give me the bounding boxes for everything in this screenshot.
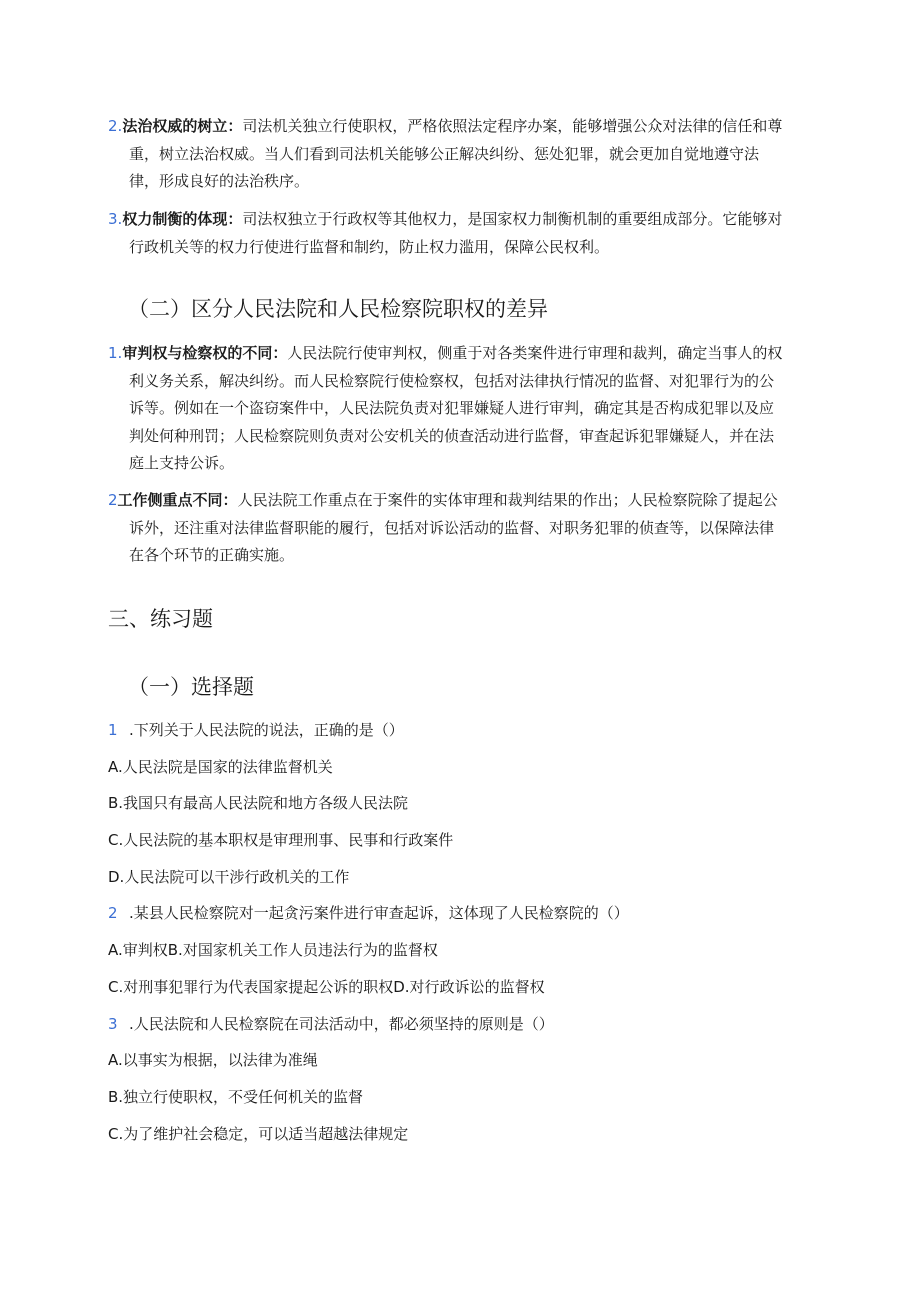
question-2-stem <box>108 902 629 924</box>
point-lead: 工作侧重点不同： <box>117 491 238 509</box>
question-text: .某县人民检察院对一起贪污案件进行审查起诉，这体现了人民检察院的（） <box>129 904 629 922</box>
question-3-option-b: B.独立行使职权，不受任何机关的监督 <box>108 1088 364 1106</box>
point-continuation: 诉外，还注重对法律监督职能的履行，包括对诉讼活动的监督、对职务犯罪的侦查等，以保障法律 <box>129 518 775 537</box>
point-number: 3. <box>108 210 123 228</box>
point-continuation: 诉等。例如在一个盗窃案件中，人民法院负责对犯罪嫌疑人进行审判，确定其是否构成犯罪以及应 <box>129 399 775 417</box>
point-continuation: 律，形成良好的法治秩序。 <box>129 172 310 190</box>
point-lead: 权力制衡的体现： <box>122 210 243 228</box>
point-text: 司法机关独立行使职权，严格依照法定程序办案，能够增强公众对法律的信任和尊 <box>242 117 783 135</box>
point-continuation: 庭上支持公诉。 <box>129 454 235 472</box>
point-continuation: 重，树立法治权威。当人们看到司法机关能够公正解决纠纷、惩处犯罪，就会更加自觉地遵守法 <box>129 144 760 163</box>
point-continuation: 利义务关系，解决纠纷。而人民检察院行使检察权，包括对法律执行情况的监督、对犯罪行为的公 <box>129 371 775 390</box>
point-trial-vs-procuratorial-power <box>108 340 808 478</box>
point-lead: 审判权与检察权的不同： <box>122 344 288 362</box>
question-number: 2 <box>108 904 118 922</box>
point-work-focus <box>108 487 808 570</box>
point-text: 司法权独立于行政权等其他权力，是国家权力制衡机制的重要组成部分。它能够对 <box>242 210 783 228</box>
point-continuation: 行政机关等的权力行使进行监督和制约，防止权力滥用，保障公民权利。 <box>129 237 610 256</box>
question-1-option-a: A.人民法院是国家的法律监督机关 <box>108 758 333 776</box>
question-2-option-cd: C.对刑事犯罪行为代表国家提起公诉的职权D.对行政诉讼的监督权 <box>108 978 545 996</box>
point-lead: 法治权威的树立： <box>122 117 243 135</box>
question-2-option-ab: A.审判权B.对国家机关工作人员违法行为的监督权 <box>108 941 438 959</box>
point-continuation: 在各个环节的正确实施。 <box>129 546 295 564</box>
question-1-option-d: D.人民法院可以干涉行政机关的工作 <box>108 868 350 886</box>
point-rule-of-law-authority <box>108 113 808 196</box>
subsection-heading-multiple-choice: （一）选择题 <box>128 675 254 699</box>
point-text: 人民法院行使审判权，侧重于对各类案件进行审理和裁判，确定当事人的权 <box>287 344 783 362</box>
question-text: .人民法院和人民检察院在司法活动中，都必须坚持的原则是（） <box>129 1015 554 1033</box>
point-number: 2. <box>108 117 123 135</box>
question-3-option-c: C.为了维护社会稳定，可以适当超越法律规定 <box>108 1125 409 1143</box>
question-3-stem <box>108 1013 554 1035</box>
point-first-line <box>108 487 808 515</box>
point-first-line <box>108 340 808 368</box>
point-number: 1. <box>108 344 123 362</box>
point-text: 人民法院工作重点在于案件的实体审理和裁判结果的作出；人民检察院除了提起公 <box>237 491 778 509</box>
question-text: .下列关于人民法院的说法，正确的是（） <box>129 721 404 739</box>
subsection-heading-court-vs-procuratorate: （二）区分人民法院和人民检察院职权的差异 <box>128 297 548 321</box>
point-continuation: 判处何种刑罚；人民检察院则负责对公安机关的侦查活动进行监督，审查起诉犯罪嫌疑人，并在法 <box>129 426 775 445</box>
point-checks-and-balances <box>108 206 808 261</box>
question-number: 1 <box>108 721 118 739</box>
question-1-stem <box>108 719 404 741</box>
section-heading-exercises: 三、练习题 <box>108 607 213 631</box>
question-3-option-a: A.以事实为根据，以法律为准绳 <box>108 1051 318 1069</box>
question-number: 3 <box>108 1015 118 1033</box>
point-first-line <box>108 206 808 234</box>
point-number: 2 <box>108 491 118 509</box>
question-1-option-c: C.人民法院的基本职权是审理刑事、民事和行政案件 <box>108 831 454 849</box>
question-1-option-b: B.我国只有最高人民法院和地方各级人民法院 <box>108 794 409 812</box>
point-first-line <box>108 113 808 141</box>
